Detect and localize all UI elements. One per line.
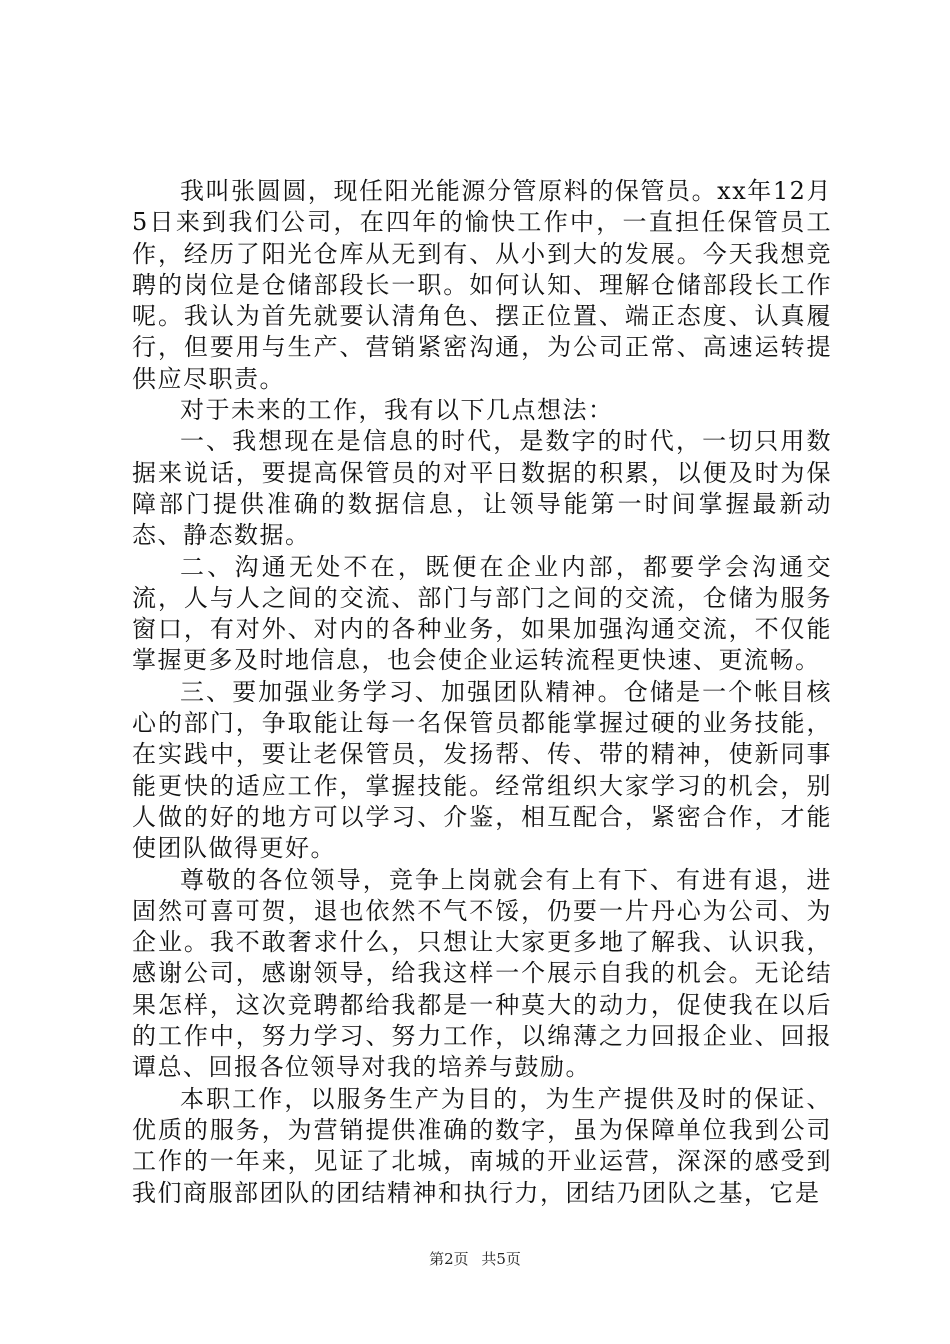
page-footer xyxy=(0,1248,950,1269)
paragraph-point-three: 三、要加强业务学习、加强团队精神。仓储是一个帐目核心的部门，争取能让每一名保管员都能掌握过硬的业务技能，在实践中，要让老保管员，发扬帮、传、带的精神，使新同事能更快的适应工作，掌握技能。经常组织大家学习的机会，别人做的好的地方可以学习、介鉴，相互配合，紧密合作，才能使团队做得更好。 xyxy=(132,677,832,863)
paragraph-point-one: 一、我想现在是信息的时代，是数字的时代，一切只用数据来说话，要提高保管员的对平日数据的积累，以便及时为保障部门提供准确的数据信息，让领导能第一时间掌握最新动态、静态数据。 xyxy=(132,427,832,550)
paragraph-point-two: 二、沟通无处不在，既便在企业内部，都要学会沟通交流，人与人之间的交流、部门与部门之间的交流，仓储为服务窗口，有对外、对内的各种业务，如果加强沟通交流，不仅能掌握更多及时地信息，也会使企业运转流程更快速、更流畅。 xyxy=(132,552,832,675)
page-number-current: 第2页 xyxy=(429,1250,469,1268)
paragraph-ideas-heading: 对于未来的工作，我有以下几点想法： xyxy=(180,396,614,425)
paragraph-intro: 我叫张圆圆，现任阳光能源分管原料的保管员。xx年12月5日来到我们公司，在四年的愉快工作中，一直担任保管员工作，经历了阳光仓库从无到有、从小到大的发展。今天我想竞聘的岗位是仓储部段长一职。如何认知、理解仓储部段长工作呢。我认为首先就要认清角色、摆正位置、端正态度、认真履行，但要用与生产、营销紧密沟通，为公司正常、高速运转提供应尽职责。 xyxy=(132,177,832,393)
document-body xyxy=(132,176,832,1209)
paragraph-duties: 本职工作，以服务生产为目的，为生产提供及时的保证、优质的服务，为营销提供准确的数字，虽为保障单位我到公司工作的一年来，见证了北城，南城的开业运营，深深的感受到我们商服部团队的团结精神和执行力，团结乃团队之基，它是 xyxy=(132,1084,832,1207)
paragraph-closing-remarks: 尊敬的各位领导，竞争上岗就会有上有下、有进有退，进固然可喜可贺，退也依然不气不馁，仍要一片丹心为公司、为企业。我不敢奢求什么，只想让大家更多地了解我、认识我，感谢公司，感谢领导，给我这样一个展示自我的机会。无论结果怎样，这次竞聘都给我都是一种莫大的动力，促使我在以后的工作中，努力学习、努力工作，以绵薄之力回报企业、回报谭总、回报各位领导对我的培养与鼓励。 xyxy=(132,865,832,1082)
page-number-total: 共5页 xyxy=(481,1250,521,1268)
